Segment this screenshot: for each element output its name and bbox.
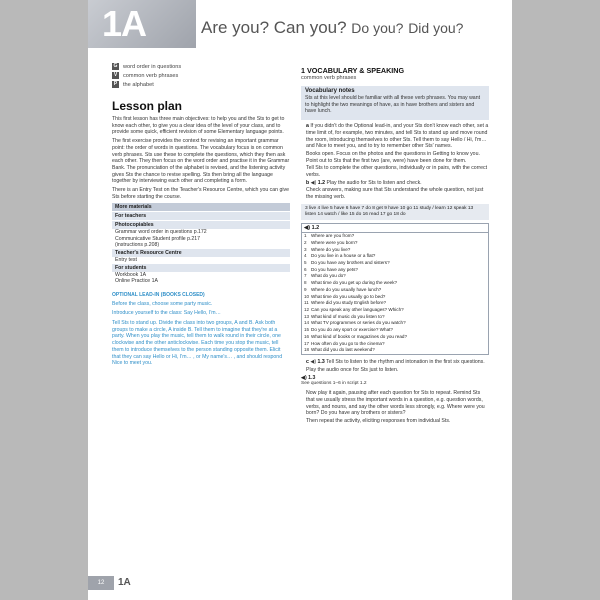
materials-line: (instructions p.208) bbox=[115, 241, 160, 248]
title-part-4: Did you? bbox=[408, 20, 464, 36]
grammar-icon: G bbox=[113, 63, 118, 69]
script-line-text: How often do you go to the cinema? bbox=[311, 340, 385, 346]
title-part-2: Can you? bbox=[273, 18, 347, 37]
script-line bbox=[302, 314, 488, 321]
objective-pronunciation: P the alphabet bbox=[113, 81, 154, 88]
step-c-text: Now play it again, pausing after each question for Sts to repeat. Remind Sts that we usually stress the important words in a question, e.g. question words, verbs, and nouns, and say the other words less strongly, e.g. Where were you born? Do you have any brothers or sisters? bbox=[306, 390, 485, 417]
lesson-plan-para: This first lesson has three main objectives: to help you and the Sts to get to know each other, to give you a clear idea of the level of your class, and to provide some quick, efficient revision of some Elementary language points. bbox=[112, 116, 285, 136]
script-ref-heading: ◀) 1.3 bbox=[301, 375, 316, 382]
script-line bbox=[302, 341, 488, 348]
script-line-number: 1 bbox=[304, 233, 307, 239]
title-part-1: Are you? bbox=[201, 18, 270, 37]
script-line bbox=[302, 273, 488, 280]
script-line-text: What did you do last weekend? bbox=[311, 347, 375, 353]
step-c-text: Then repeat the activity, eliciting responses from individual Sts. bbox=[306, 418, 451, 425]
script-line-text: What kind of music do you listen to? bbox=[311, 313, 385, 319]
script-line-number: 10 bbox=[304, 293, 310, 299]
materials-section: For teachers bbox=[112, 212, 290, 220]
notes-title: Vocabulary notes bbox=[305, 88, 355, 94]
script-line-text: Do you do any sport or exercise? What? bbox=[311, 327, 393, 333]
audio-script-box bbox=[301, 223, 489, 355]
script-line bbox=[302, 280, 488, 287]
script-line bbox=[302, 247, 488, 254]
page bbox=[88, 0, 512, 600]
pronunciation-icon: P bbox=[113, 81, 118, 87]
title-part-3: Do you? bbox=[351, 20, 404, 36]
materials-line: Online Practice 1A bbox=[115, 278, 158, 285]
script-line bbox=[302, 307, 488, 314]
script-line bbox=[302, 347, 488, 354]
script-line bbox=[302, 300, 488, 307]
script-line bbox=[302, 267, 488, 274]
script-lines bbox=[302, 233, 488, 354]
script-line bbox=[302, 253, 488, 260]
script-line-number: 18 bbox=[304, 347, 310, 353]
script-line bbox=[302, 327, 488, 334]
script-line-text: Can you speak any other languages? Which? bbox=[311, 306, 404, 312]
script-line-number: 16 bbox=[304, 333, 310, 339]
script-line-number: 13 bbox=[304, 313, 310, 319]
section-subtitle: common verb phrases bbox=[301, 75, 357, 81]
lead-in-para: Introduce yourself to the class: Say Hello, I'm… bbox=[112, 310, 221, 317]
lesson-plan-para: There is an Entry Test on the Teacher's Resource Centre, which you can give Sts before starting the course. bbox=[112, 187, 289, 200]
script-line-text: What time do you get up during the week? bbox=[311, 280, 398, 286]
footer-unit: 1A bbox=[118, 577, 131, 588]
script-line bbox=[302, 287, 488, 294]
script-line-number: 6 bbox=[304, 266, 307, 272]
page-number: 12 bbox=[88, 576, 114, 590]
script-line-number: 17 bbox=[304, 340, 310, 346]
unit-code: 1A bbox=[102, 3, 147, 44]
materials-section: Teacher's Resource Centre bbox=[112, 249, 290, 257]
materials-section: Photocopiables bbox=[112, 221, 290, 229]
script-line-number: 15 bbox=[304, 327, 310, 333]
materials-line: Workbook 1A bbox=[115, 272, 147, 279]
script-line-text: What kind of books or magazines do you read? bbox=[311, 333, 408, 339]
step-c-text: Play the audio once for Sts just to listen. bbox=[306, 366, 399, 373]
script-line-number: 11 bbox=[304, 300, 309, 306]
materials-title: More materials bbox=[112, 203, 290, 211]
step-a-text: Tell Sts to complete the other questions, individually or in pairs, with the correct verbs. bbox=[306, 165, 488, 179]
script-line bbox=[302, 240, 488, 247]
step-a-text: Books open. Focus on the photos and the questions in Getting to know you. Point out to Sts that the first two (are, were) have been done for them. bbox=[306, 150, 480, 164]
script-line-number: 3 bbox=[304, 246, 307, 252]
script-line-number: 8 bbox=[304, 280, 307, 286]
script-line-text: Where do you usually have lunch? bbox=[311, 286, 382, 292]
script-line bbox=[302, 260, 488, 267]
script-line bbox=[302, 334, 488, 341]
script-line bbox=[302, 294, 488, 301]
step-a: a If you didn't do the Optional lead-in, and your Sts don't know each other, set a time limit of, for example, two minutes, and tell Sts to stand up and move round the room, introducing themselves to other Sts. Tell them to say Hello / Hi, I'm… and Nice to meet you, and to try to remember other Sts' names. bbox=[306, 123, 489, 150]
script-line-text: What TV programmes or series do you watch? bbox=[311, 320, 406, 326]
vocabulary-notes bbox=[301, 86, 489, 120]
objective-grammar: G word order in questions bbox=[113, 63, 182, 70]
audio-icon: ◀) bbox=[310, 179, 317, 186]
notes-text: Sts at this level should be familiar with all these verb phrases. You may want to highlight the two meanings of have, as in have brothers and sisters and have lunch. bbox=[305, 95, 481, 115]
materials-line: Grammar word order in questions p.172 bbox=[115, 229, 207, 236]
script-line-text: Where are you from? bbox=[311, 233, 355, 239]
left-column bbox=[112, 62, 290, 367]
script-line-number: 5 bbox=[304, 260, 307, 266]
materials-line: Communicative Student profile p.217 bbox=[115, 235, 201, 242]
section-title: 1 VOCABULARY & SPEAKING bbox=[301, 66, 405, 75]
lead-in-para: Before the class, choose some party music. bbox=[112, 300, 213, 307]
vocabulary-icon: V bbox=[113, 72, 118, 78]
script-line-number: 2 bbox=[304, 239, 307, 245]
script-line-text: What time do you usually go to bed? bbox=[311, 293, 386, 299]
script-line bbox=[302, 320, 488, 327]
audio-icon: ◀) bbox=[310, 358, 317, 365]
audio-icon: ◀) bbox=[301, 375, 309, 382]
script-line-number: 7 bbox=[304, 273, 307, 279]
audio-icon: ◀) bbox=[304, 225, 312, 232]
script-line bbox=[302, 233, 488, 240]
step-b-text: Check answers, making sure that Sts understand the whole question, not just the missing verb. bbox=[306, 187, 484, 201]
script-ref-sub: See questions 1–6 in script 1.2 bbox=[301, 381, 367, 387]
right-column bbox=[301, 66, 489, 426]
script-line-number: 14 bbox=[304, 320, 310, 326]
answer-key: 3 live 4 live 5 have 6 have 7 do 8 get 9 have 10 go 11 study / learn 12 speak 13 listen 14 watch / like 15 do 16 read 17 go 18 do bbox=[301, 204, 489, 220]
page-header bbox=[88, 0, 512, 48]
script-line-text: Do you live in a house or a flat? bbox=[311, 253, 376, 259]
script-line-text: Where did you study English before? bbox=[311, 300, 387, 306]
materials-section: For students bbox=[112, 264, 290, 272]
script-line-text: Do you have any pets? bbox=[311, 266, 358, 272]
script-heading: ◀) 1.2 bbox=[302, 224, 488, 233]
script-line-number: 4 bbox=[304, 253, 307, 259]
script-line-text: Do you have any brothers and sisters? bbox=[311, 260, 390, 266]
materials-line: Entry test bbox=[115, 257, 137, 264]
step-c: c ◀) 1.3 Tell Sts to listen to the rhythm and intonation in the first six questions. bbox=[306, 358, 485, 365]
page-title bbox=[201, 18, 463, 38]
script-line-number: 9 bbox=[304, 286, 307, 292]
materials-box bbox=[112, 203, 290, 284]
script-line-text: Where were you born? bbox=[311, 239, 358, 245]
lesson-plan-para: The first exercise provides the context for revising an important grammar point: the order of words in questions. The vocabulary focus is on common verb phrases. Sts use these to complete the questions, which they then ask each other. They then focus on the word order and practise it in the Grammar Bank. The pronunciation of the alphabet is revised, and the listening activity gives Sts the chance to revise spelling. Sts then bring all the language together by interviewing each other and completing a form. bbox=[112, 138, 290, 185]
objective-vocabulary: V common verb phrases bbox=[113, 72, 179, 79]
script-line-text: Where do you live? bbox=[311, 246, 351, 252]
step-b: b ◀) 1.2 Play the audio for Sts to listen and check. bbox=[306, 179, 422, 186]
page-footer bbox=[88, 576, 512, 590]
lesson-plan-title: Lesson plan bbox=[112, 99, 183, 113]
lead-in-heading: OPTIONAL LEAD-IN (BOOKS CLOSED) bbox=[112, 291, 205, 298]
script-line-number: 12 bbox=[304, 306, 310, 312]
script-line-text: What do you do? bbox=[311, 273, 346, 279]
lead-in-para: Tell Sts to stand up. Divide the class into two groups, A and B. Ask both groups to make a circle, A inside B. Tell them to imagine that they're at a party. When you play the music, tell them to walk round in their circle, one clockwise and the other anticlockwise. Each time you stop the music, tell them to introduce themselves to the person standing opposite them. Elicit that they can say Hello or Hi, I'm… , or My name's… , and should respond Nice to meet you. bbox=[112, 320, 283, 367]
